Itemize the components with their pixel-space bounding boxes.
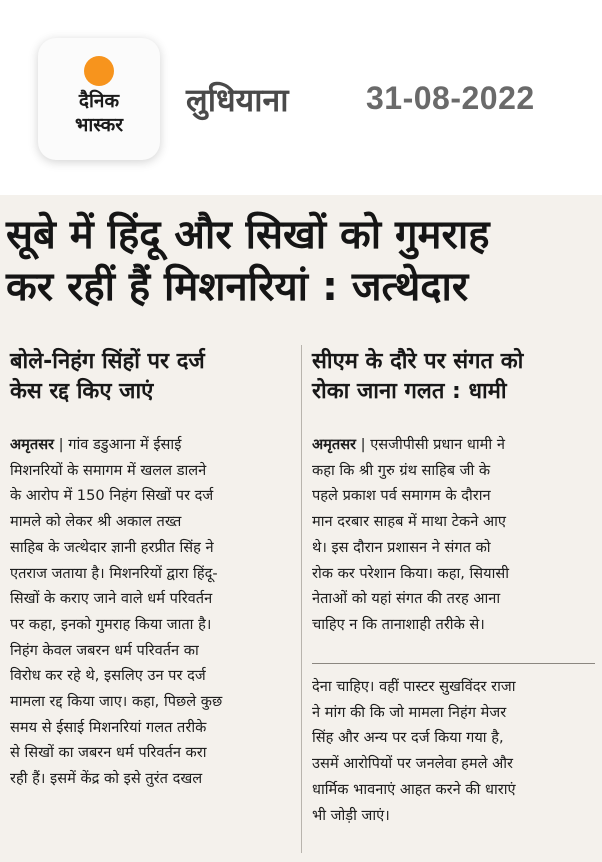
body-text: से सिखों का जबरन धर्म परिवर्तन करा bbox=[10, 744, 207, 762]
body-text: सिंह और अन्य पर दर्ज किया गया है, bbox=[312, 729, 504, 747]
body-text-line bbox=[10, 663, 296, 689]
body-text-line bbox=[10, 715, 296, 741]
body-text: रोक कर परेशान किया। कहा, सियासी bbox=[312, 564, 510, 582]
headline-line: सूबे में हिंदू और सिखों को गुमराह bbox=[6, 212, 490, 258]
dainik-bhaskar-logo bbox=[38, 38, 160, 160]
body-text: धार्मिक भावनाएं आहत करने की धाराएं bbox=[312, 780, 516, 798]
body-text: कहा कि श्री गुरु ग्रंथ साहिब जी के bbox=[312, 461, 491, 479]
right-story-body bbox=[312, 432, 595, 638]
left-story-body bbox=[10, 432, 296, 792]
body-text: साहिब के जत्थेदार ज्ञानी हरप्रीत सिंह ने bbox=[10, 538, 214, 556]
logo-text-line2: भास्कर bbox=[74, 114, 124, 136]
body-text-line bbox=[312, 612, 595, 638]
body-text-line bbox=[10, 586, 296, 612]
body-text-line bbox=[10, 561, 296, 587]
subheadline-line: बोले-निहंग सिंहों पर दर्ज bbox=[10, 349, 205, 374]
body-text: सिखों के कराए जाने वाले धर्म परिवर्तन bbox=[10, 590, 213, 608]
body-text-line bbox=[312, 561, 595, 587]
body-text: मामला रद्द किया जाए। कहा, पिछले कुछ bbox=[10, 693, 223, 711]
edition-city: लुधियाना bbox=[186, 81, 289, 119]
body-text: रही हैं। इसमें केंद्र को इसे तुरंत दखल bbox=[10, 770, 203, 788]
subheadline-line: सीएम के दौरे पर संगत को bbox=[312, 349, 524, 374]
story-divider bbox=[312, 663, 595, 664]
body-text-line bbox=[312, 509, 595, 535]
newspaper-clipping bbox=[0, 195, 602, 862]
body-text-line bbox=[10, 458, 296, 484]
body-text: पहले प्रकाश पर्व समागम के दौरान bbox=[312, 487, 491, 505]
right-subheadline bbox=[312, 347, 597, 407]
body-text: एतराज जताया है। मिशनरियों द्वारा हिंदू- bbox=[10, 564, 218, 582]
body-text-line bbox=[10, 612, 296, 638]
body-text: | गांव डडुआना में ईसाई bbox=[58, 436, 182, 453]
body-text: निहंग केवल जबरन धर्म परिवर्तन का bbox=[10, 641, 199, 659]
body-text-line bbox=[312, 432, 595, 458]
body-text: नेताओं को यहां संगत की तरह आना bbox=[312, 590, 501, 608]
headline-line: कर रहीं हैं मिशनरियां : जत्थेदार bbox=[6, 264, 469, 310]
body-text-line bbox=[312, 700, 595, 726]
body-text: भी जोड़ी जाएं। bbox=[312, 806, 390, 824]
column-divider bbox=[301, 345, 302, 853]
body-text-line bbox=[10, 509, 296, 535]
body-text: मामले को लेकर श्री अकाल तख्त bbox=[10, 513, 182, 531]
body-text-line bbox=[312, 586, 595, 612]
logo-text-line1: दैनिक bbox=[78, 90, 120, 112]
body-text-line bbox=[312, 483, 595, 509]
body-text: ने मांग की कि जो मामला निहंग मेजर bbox=[312, 703, 507, 721]
subheadline-line: केस रद्द किए जाएं bbox=[10, 379, 154, 404]
body-text: उसमें आरोपियों पर जनलेवा हमले और bbox=[312, 755, 514, 773]
body-text-line bbox=[10, 740, 296, 766]
body-text: विरोध कर रहे थे, इसलिए उन पर दर्ज bbox=[10, 667, 206, 685]
body-text-line bbox=[10, 766, 296, 792]
sun-icon bbox=[84, 56, 114, 86]
body-text: के आरोप में 150 निहंग सिखों पर दर्ज bbox=[10, 487, 214, 505]
body-text-line bbox=[312, 751, 595, 777]
masthead bbox=[0, 0, 602, 190]
body-text: समय से ईसाई मिशनरियां गलत तरीके bbox=[10, 718, 207, 736]
body-text-line bbox=[312, 777, 595, 803]
body-text-line bbox=[10, 535, 296, 561]
dateline: अमृतसर bbox=[312, 436, 357, 453]
subheadline-line: रोका जाना गलत : धामी bbox=[312, 379, 507, 404]
body-text-line bbox=[10, 638, 296, 664]
body-text: मिशनरियों के समागम में खलल डालने bbox=[10, 461, 207, 479]
body-text-line bbox=[10, 689, 296, 715]
dateline: अमृतसर bbox=[10, 436, 55, 453]
body-text-line bbox=[312, 458, 595, 484]
body-text: देना चाहिए। वहीं पास्टर सुखविंदर राजा bbox=[312, 678, 516, 695]
body-text-line bbox=[312, 674, 595, 700]
left-story-continuation bbox=[312, 674, 595, 828]
body-text-line bbox=[10, 483, 296, 509]
left-subheadline bbox=[10, 347, 300, 407]
body-text: मान दरबार साहब में माथा टेकने आए bbox=[312, 513, 506, 531]
body-text-line bbox=[312, 803, 595, 829]
edition-date: 31-08-2022 bbox=[366, 80, 535, 116]
body-text: चाहिए न कि तानाशाही तरीके से। bbox=[312, 615, 485, 633]
body-text: थे। इस दौरान प्रशासन ने संगत को bbox=[312, 538, 491, 556]
body-text: पर कहा, इनको गुमराह किया जाता है। bbox=[10, 615, 212, 633]
main-headline bbox=[6, 209, 596, 313]
body-text: | एसजीपीसी प्रधान धामी ने bbox=[360, 436, 505, 453]
body-text-line bbox=[10, 432, 296, 458]
body-text-line bbox=[312, 535, 595, 561]
body-text-line bbox=[312, 725, 595, 751]
